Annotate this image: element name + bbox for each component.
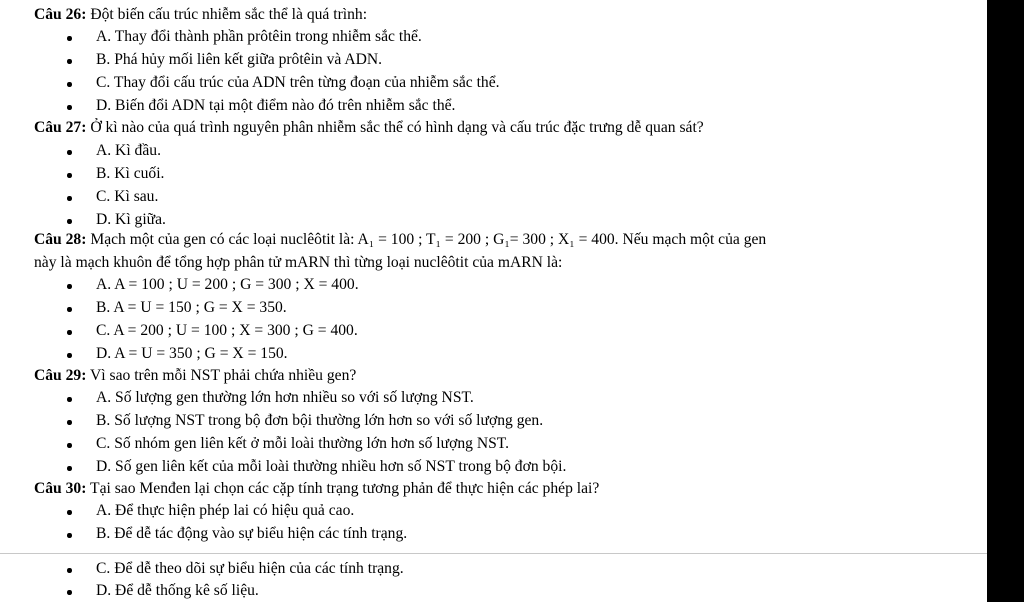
bullet-icon: [67, 353, 72, 358]
option-27-a: A. Kì đầu.: [96, 142, 161, 159]
option-26-a: A. Thay đổi thành phần prôtêin trong nhiễm sắc thể.: [96, 28, 422, 45]
bullet-icon: [67, 219, 72, 224]
option-26-c: C. Thay đổi cấu trúc của ADN trên từng đoạn của nhiễm sắc thể.: [96, 74, 500, 91]
question-26: [34, 5, 367, 25]
bullet-icon: [67, 59, 72, 64]
question-28: [34, 230, 766, 250]
question-number: Câu 27:: [34, 119, 87, 136]
bullet-icon: [67, 510, 72, 515]
bullet-icon: [67, 568, 72, 573]
bullet-icon: [67, 36, 72, 41]
option-28-c: C. A = 200 ; U = 100 ; X = 300 ; G = 400.: [96, 322, 358, 339]
option-29-d: D. Số gen liên kết của mỗi loài thường nhiều hơn số NST trong bộ đơn bội.: [96, 458, 567, 475]
question-text: Ở kì nào của quá trình nguyên phân nhiễm sắc thể có hình dạng và cấu trúc đặc trưng dễ quan sát?: [90, 119, 704, 136]
option-30-c: C. Để dễ theo dõi sự biểu hiện của các tính trạng.: [96, 560, 404, 577]
option-29-b: B. Số lượng NST trong bộ đơn bội thường lớn hơn so với số lượng gen.: [96, 412, 544, 429]
bullet-icon: [67, 533, 72, 538]
option-26-d: D. Biến đổi ADN tại một điểm nào đó trên nhiễm sắc thể.: [96, 97, 456, 114]
bullet-icon: [67, 284, 72, 289]
option-27-c: C. Kì sau.: [96, 188, 159, 205]
bullet-icon: [67, 443, 72, 448]
question-28-continued: này là mạch khuôn để tổng hợp phân tử mARN thì từng loại nuclêôtit của mARN là:: [34, 254, 563, 271]
bullet-icon: [67, 105, 72, 110]
option-27-b: B. Kì cuối.: [96, 165, 165, 182]
option-30-a: A. Để thực hiện phép lai có hiệu quả cao.: [96, 502, 355, 519]
option-29-a: A. Số lượng gen thường lớn hơn nhiều so với số lượng NST.: [96, 389, 474, 406]
question-number: Câu 26:: [34, 6, 87, 23]
option-28-b: B. A = U = 150 ; G = X = 350.: [96, 299, 287, 316]
question-30: [34, 479, 599, 499]
option-30-b: B. Để dễ tác động vào sự biểu hiện các tính trạng.: [96, 525, 408, 542]
question-text: Mạch một của gen có các loại nuclêôtit là: A₁ = 100 ; T₁ = 200 ; G₁= 300 ; X₁ = 400. Nếu mạch một của gen: [90, 231, 767, 248]
question-29: [34, 366, 356, 386]
question-text: Vì sao trên mỗi NST phải chứa nhiều gen?: [90, 367, 357, 384]
bullet-icon: [67, 330, 72, 335]
question-number: Câu 28:: [34, 231, 87, 248]
bullet-icon: [67, 420, 72, 425]
option-27-d: D. Kì giữa.: [96, 211, 166, 228]
bullet-icon: [67, 150, 72, 155]
question-27: [34, 118, 704, 138]
bullet-icon: [67, 196, 72, 201]
bullet-icon: [67, 307, 72, 312]
option-28-a: A. A = 100 ; U = 200 ; G = 300 ; X = 400.: [96, 276, 359, 293]
option-28-d: D. A = U = 350 ; G = X = 150.: [96, 345, 288, 362]
bullet-icon: [67, 397, 72, 402]
option-30-d: D. Để dễ thống kê số liệu.: [96, 582, 259, 599]
bullet-icon: [67, 466, 72, 471]
question-text: Tại sao Menđen lại chọn các cặp tính trạng tương phản để thực hiện các phép lai?: [90, 480, 600, 497]
option-26-b: B. Phá hủy mối liên kết giữa prôtêin và ADN.: [96, 51, 383, 68]
question-number: Câu 30:: [34, 480, 87, 497]
bullet-icon: [67, 173, 72, 178]
question-number: Câu 29:: [34, 367, 87, 384]
bullet-icon: [67, 82, 72, 87]
right-black-border: [987, 0, 1024, 602]
option-29-c: C. Số nhóm gen liên kết ở mỗi loài thường lớn hơn số lượng NST.: [96, 435, 510, 452]
question-text: Đột biến cấu trúc nhiễm sắc thể là quá trình:: [90, 6, 368, 23]
bullet-icon: [67, 590, 72, 595]
